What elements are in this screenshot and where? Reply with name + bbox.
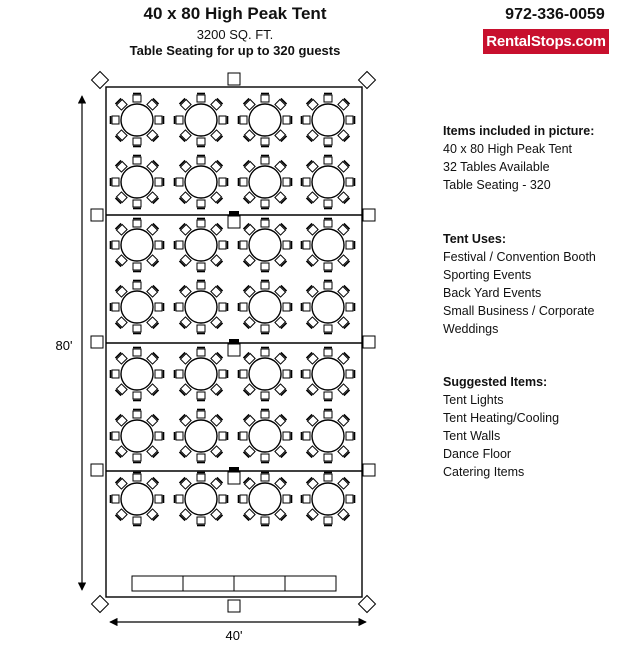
- buffet-table: [183, 576, 234, 591]
- round-table-with-chairs: [302, 281, 355, 334]
- table: [185, 420, 217, 452]
- tent-pole: [91, 336, 103, 348]
- chair: [302, 370, 311, 378]
- round-table-with-chairs: [111, 473, 164, 526]
- included-item: Table Seating - 320: [443, 178, 551, 192]
- chair: [261, 200, 269, 209]
- chair: [175, 241, 184, 249]
- chair: [175, 116, 184, 124]
- chair: [283, 178, 292, 186]
- chair: [219, 241, 228, 249]
- rentalstops-logo[interactable]: RentalStops.com: [483, 29, 609, 54]
- chair: [219, 178, 228, 186]
- chair: [302, 241, 311, 249]
- table: [312, 483, 344, 515]
- round-table-with-chairs: [302, 219, 355, 272]
- corner-stake: [92, 72, 109, 89]
- table: [249, 104, 281, 136]
- buffet-table: [132, 576, 183, 591]
- round-table-with-chairs: [111, 219, 164, 272]
- chair: [283, 241, 292, 249]
- round-table-with-chairs: [111, 410, 164, 463]
- chair: [155, 116, 164, 124]
- table: [312, 166, 344, 198]
- round-table-with-chairs: [175, 348, 228, 401]
- chair: [324, 325, 332, 334]
- chair: [261, 138, 269, 147]
- round-table-with-chairs: [175, 94, 228, 147]
- chair: [219, 303, 228, 311]
- buffet-table: [234, 576, 285, 591]
- tent-pole: [228, 600, 240, 612]
- chair: [111, 178, 120, 186]
- round-table-with-chairs: [111, 281, 164, 334]
- buffet-table: [285, 576, 336, 591]
- chair: [324, 156, 332, 165]
- table: [312, 104, 344, 136]
- chair: [239, 432, 248, 440]
- chair: [133, 138, 141, 147]
- round-table-with-chairs: [302, 410, 355, 463]
- chair: [197, 392, 205, 401]
- chair: [133, 348, 141, 357]
- uses-item: Sporting Events: [443, 268, 532, 282]
- table: [121, 483, 153, 515]
- chair: [324, 219, 332, 228]
- chair: [197, 263, 205, 272]
- table: [312, 229, 344, 261]
- table: [185, 104, 217, 136]
- chair: [111, 241, 120, 249]
- tent-pole: [363, 464, 375, 476]
- round-table-with-chairs: [302, 473, 355, 526]
- round-table-with-chairs: [175, 473, 228, 526]
- chair: [197, 348, 205, 357]
- chair: [324, 94, 332, 103]
- round-table-with-chairs: [175, 281, 228, 334]
- tent-pole: [91, 464, 103, 476]
- uses-item: Small Business / Corporate: [443, 304, 595, 318]
- chair: [155, 432, 164, 440]
- phone-number[interactable]: 972-336-0059: [505, 6, 605, 23]
- chair: [261, 410, 269, 419]
- round-table-with-chairs: [239, 348, 292, 401]
- chair: [346, 116, 355, 124]
- chair: [155, 495, 164, 503]
- chair: [261, 219, 269, 228]
- round-table-with-chairs: [111, 348, 164, 401]
- tent-title: 40 x 80 High Peak Tent: [143, 4, 327, 23]
- chair: [219, 370, 228, 378]
- chair: [197, 138, 205, 147]
- round-table-with-chairs: [175, 156, 228, 209]
- round-table-with-chairs: [111, 156, 164, 209]
- table: [249, 291, 281, 323]
- chair: [239, 178, 248, 186]
- chair: [219, 116, 228, 124]
- included-heading: Items included in picture:: [443, 124, 595, 138]
- chair: [261, 281, 269, 290]
- suggested-item: Catering Items: [443, 465, 525, 479]
- chair: [302, 116, 311, 124]
- table: [312, 420, 344, 452]
- chair: [283, 495, 292, 503]
- chair: [239, 495, 248, 503]
- chair: [197, 94, 205, 103]
- width-label: 40': [225, 628, 243, 643]
- chair: [324, 138, 332, 147]
- chair: [346, 370, 355, 378]
- chair: [175, 432, 184, 440]
- chair: [197, 454, 205, 463]
- corner-stake: [359, 596, 376, 613]
- tent-area: 3200 SQ. FT.: [196, 27, 274, 42]
- chair: [239, 116, 248, 124]
- table: [121, 229, 153, 261]
- chair: [239, 303, 248, 311]
- suggested-item: Tent Lights: [443, 393, 504, 407]
- tent-pole: [91, 209, 103, 221]
- chair: [111, 116, 120, 124]
- chair: [261, 325, 269, 334]
- chair: [324, 517, 332, 526]
- chair: [346, 495, 355, 503]
- chair: [197, 410, 205, 419]
- chair: [133, 454, 141, 463]
- chair: [111, 495, 120, 503]
- table: [185, 291, 217, 323]
- chair: [197, 281, 205, 290]
- chair: [261, 392, 269, 401]
- round-table-with-chairs: [302, 156, 355, 209]
- round-table-with-chairs: [302, 348, 355, 401]
- chair: [283, 432, 292, 440]
- table: [121, 291, 153, 323]
- round-table-with-chairs: [239, 94, 292, 147]
- tent-pole: [228, 216, 240, 228]
- chair: [111, 303, 120, 311]
- chair: [197, 156, 205, 165]
- table: [121, 104, 153, 136]
- round-table-with-chairs: [302, 94, 355, 147]
- chair: [155, 241, 164, 249]
- chair: [133, 410, 141, 419]
- uses-item: Back Yard Events: [443, 286, 542, 300]
- round-table-with-chairs: [239, 219, 292, 272]
- chair: [219, 432, 228, 440]
- chair: [302, 495, 311, 503]
- table: [312, 358, 344, 390]
- suggested-item: Tent Walls: [443, 429, 501, 443]
- tent-pole: [228, 472, 240, 484]
- chair: [175, 370, 184, 378]
- round-table-with-chairs: [239, 156, 292, 209]
- chair: [302, 178, 311, 186]
- chair: [261, 473, 269, 482]
- chair: [346, 432, 355, 440]
- round-table-with-chairs: [175, 219, 228, 272]
- chair: [175, 495, 184, 503]
- chair: [261, 454, 269, 463]
- tent-pole: [228, 344, 240, 356]
- round-table-with-chairs: [239, 410, 292, 463]
- corner-stake: [359, 72, 376, 89]
- round-table-with-chairs: [111, 94, 164, 147]
- chair: [324, 454, 332, 463]
- chair: [219, 495, 228, 503]
- chair: [155, 303, 164, 311]
- included-item: 40 x 80 High Peak Tent: [443, 142, 573, 156]
- chair: [155, 178, 164, 186]
- chair: [133, 517, 141, 526]
- chair: [324, 263, 332, 272]
- round-table-with-chairs: [239, 473, 292, 526]
- chair: [175, 178, 184, 186]
- table: [249, 358, 281, 390]
- length-label: 80': [55, 338, 73, 353]
- chair: [197, 219, 205, 228]
- table: [249, 229, 281, 261]
- table: [185, 358, 217, 390]
- chair: [324, 348, 332, 357]
- tent-pole: [228, 73, 240, 85]
- chair: [324, 200, 332, 209]
- chair: [111, 370, 120, 378]
- uses-heading: Tent Uses:: [443, 232, 506, 246]
- chair: [283, 303, 292, 311]
- table: [121, 358, 153, 390]
- chair: [239, 241, 248, 249]
- tent-seating: Table Seating for up to 320 guests: [129, 43, 341, 58]
- suggested-item: Tent Heating/Cooling: [443, 411, 560, 425]
- chair: [302, 432, 311, 440]
- table: [121, 166, 153, 198]
- chair: [302, 303, 311, 311]
- chair: [261, 348, 269, 357]
- table: [249, 483, 281, 515]
- table: [185, 166, 217, 198]
- included-item: 32 Tables Available: [443, 160, 550, 174]
- chair: [324, 473, 332, 482]
- chair: [283, 116, 292, 124]
- chair: [197, 473, 205, 482]
- chair: [346, 178, 355, 186]
- chair: [261, 94, 269, 103]
- chair: [197, 200, 205, 209]
- table: [121, 420, 153, 452]
- chair: [133, 156, 141, 165]
- table: [185, 483, 217, 515]
- suggested-item: Dance Floor: [443, 447, 512, 461]
- tent-pole: [363, 336, 375, 348]
- chair: [346, 303, 355, 311]
- uses-item: Festival / Convention Booth: [443, 250, 596, 264]
- round-table-with-chairs: [239, 281, 292, 334]
- chair: [155, 370, 164, 378]
- chair: [133, 94, 141, 103]
- suggested-heading: Suggested Items:: [443, 375, 548, 389]
- table: [249, 166, 281, 198]
- chair: [133, 392, 141, 401]
- chair: [239, 370, 248, 378]
- tent-pole: [363, 209, 375, 221]
- chair: [261, 263, 269, 272]
- table: [249, 420, 281, 452]
- chair: [133, 263, 141, 272]
- chair: [133, 325, 141, 334]
- chair: [346, 241, 355, 249]
- chair: [283, 370, 292, 378]
- chair: [111, 432, 120, 440]
- chair: [133, 281, 141, 290]
- chair: [175, 303, 184, 311]
- table: [312, 291, 344, 323]
- chair: [197, 325, 205, 334]
- chair: [324, 410, 332, 419]
- corner-stake: [92, 596, 109, 613]
- chair: [133, 200, 141, 209]
- chair: [261, 517, 269, 526]
- chair: [133, 473, 141, 482]
- chair: [261, 156, 269, 165]
- chair: [133, 219, 141, 228]
- chair: [324, 392, 332, 401]
- uses-item: Weddings: [443, 322, 499, 336]
- chair: [324, 281, 332, 290]
- round-table-with-chairs: [175, 410, 228, 463]
- table: [185, 229, 217, 261]
- chair: [197, 517, 205, 526]
